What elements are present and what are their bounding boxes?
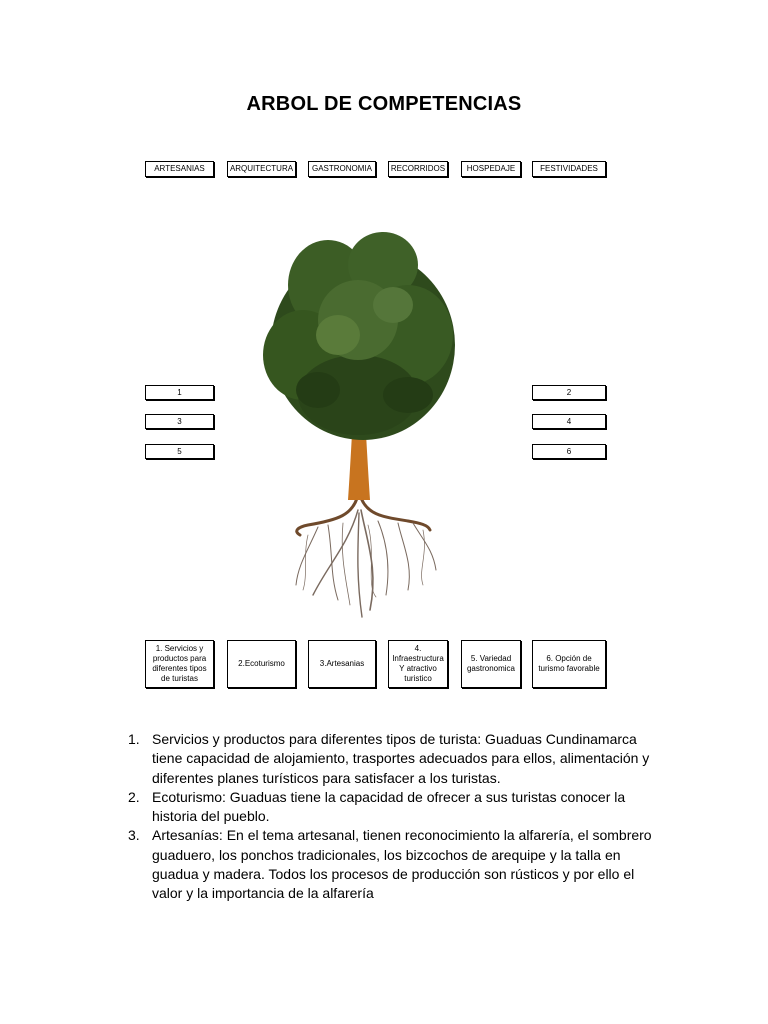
tree-canopy xyxy=(263,225,455,440)
number-box-5: 5 xyxy=(145,444,214,459)
number-box-3: 3 xyxy=(145,414,214,429)
list-item-text: Ecoturismo: Guaduas tiene la capacidad de ofrecer a sus turistas conocer la historia del pueblo. xyxy=(152,788,626,825)
category-box-festividades: FESTIVIDADES xyxy=(532,161,606,177)
competency-box-3: 3.Artesanias xyxy=(308,640,376,688)
list-item-number: 1. xyxy=(128,731,140,747)
page-title: ARBOL DE COMPETENCIAS xyxy=(246,93,522,115)
list-item xyxy=(128,788,668,827)
competency-box-1: 1. Servicios y productos para diferentes tipos de turistas xyxy=(145,640,214,688)
tree-roots xyxy=(296,495,436,617)
category-box-recorridos: RECORRIDOS xyxy=(388,161,448,177)
number-box-4: 4 xyxy=(532,414,606,429)
competency-list xyxy=(128,730,668,904)
list-item-text: Servicios y productos para diferentes tipos de turista: Guaduas Cundinamarca tiene capacidad de alojamiento, trasportes adecuados para ellos, alimentación y diferentes planes turísticos para satisfacer a los turistas. xyxy=(152,731,650,786)
list-item-text: Artesanías: En el tema artesanal, tienen reconocimiento la alfarería, el sombrero guaduero, los ponchos tradicionales, los bizcochos de arequipe y la talla en guadua y madera. Todos los procesos de producción son rústicos y por ello el valor y la importancia de la alfarería xyxy=(152,827,652,902)
list-item-number: 3. xyxy=(128,827,140,844)
list-item xyxy=(128,730,668,788)
category-box-gastronomia: GASTRONOMIA xyxy=(308,161,376,177)
number-box-6: 6 xyxy=(532,444,606,459)
competency-box-5: 5. Variedad gastronomica xyxy=(461,640,521,688)
category-box-arquitectura: ARQUITECTURA xyxy=(227,161,296,177)
number-box-1: 1 xyxy=(145,385,214,400)
competency-box-4: 4. Infraestructura Y atractivo turistico xyxy=(388,640,448,688)
competency-box-2: 2.Ecoturismo xyxy=(227,640,296,688)
category-box-hospedaje: HOSPEDAJE xyxy=(461,161,521,177)
list-item-number: 2. xyxy=(128,788,140,805)
tree-illustration xyxy=(258,225,468,625)
competency-box-6: 6. Opción de turismo favorable xyxy=(532,640,606,688)
list-item xyxy=(128,826,668,903)
category-box-artesanias: ARTESANIAS xyxy=(145,161,214,177)
number-box-2: 2 xyxy=(532,385,606,400)
